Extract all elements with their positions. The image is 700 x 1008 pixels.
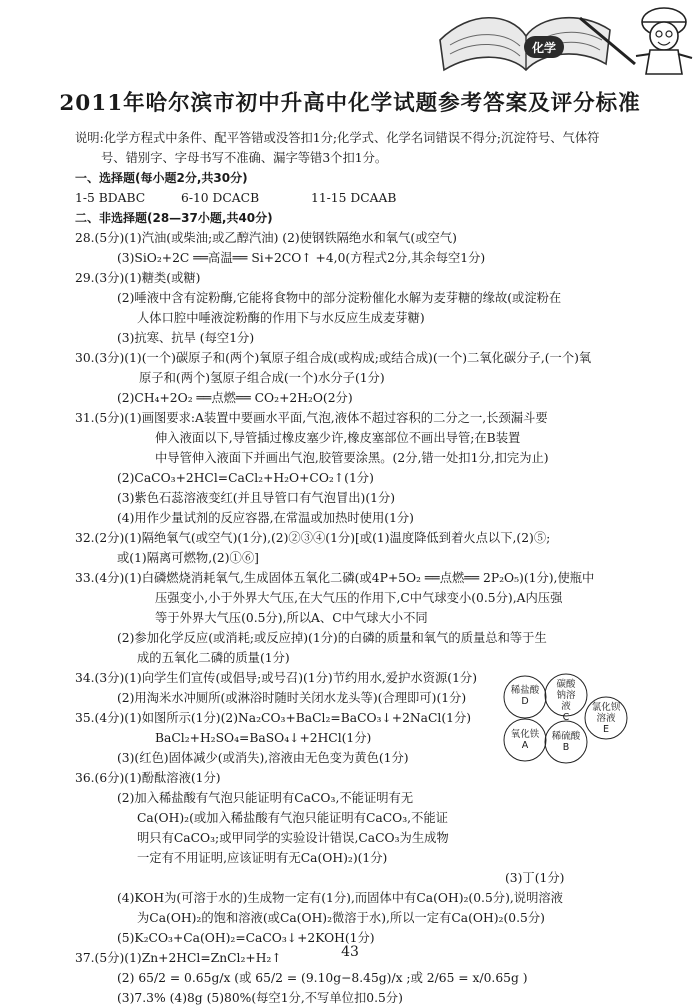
answer-line: (2) 65/2 = 0.65g/x (或 65/2 = (9.10g−8.45g)/x ;或 2/65 = x/0.65g ) [117, 971, 528, 985]
answer-line: 成的五氧化二磷的质量(1分) [137, 651, 290, 665]
header-decoration [430, 0, 700, 80]
answer-line: 原子和(两个)氢原子组合成(一个)水分子(1分) [139, 371, 385, 385]
answer-line: (2)用淘米水冲厕所(或淋浴时随时关闭水龙头等)(合理即可)(1分) [117, 691, 467, 705]
answer-line: Ca(OH)₂(或加入稀盐酸有气泡只能证明有CaCO₃,不能证 [137, 811, 448, 825]
answer-line: 伸入液面以下,导管插过橡皮塞少许,橡皮塞部位不画出导管;在B装置 [155, 431, 521, 445]
answer-line: (3)SiO₂+2C ══高温══ Si+2CO↑ +4,0(方程式2分,其余每空1分) [117, 251, 486, 265]
answer-line: 31.(5分)(1)画图要求:A装置中要画水平面,气泡,液体不超过容积的二分之一,长颈漏斗要 [75, 411, 548, 425]
answer-line: (2)唾液中含有淀粉酶,它能将食物中的部分淀粉催化水解为麦芽糖的缘故(或淀粉在 [117, 291, 562, 305]
answer-line: 中导管伸入液面下并画出气泡,胶管要涂黑。(2分,错一处扣1分,扣完为止) [155, 451, 549, 465]
answer-line: BaCl₂+H₂SO₄=BaSO₄↓+2HCl(1分) [155, 731, 372, 745]
answer-line: 36.(6分)(1)酚酞溶液(1分) [75, 771, 221, 785]
answer-line: 30.(3分)(1)(一个)碳原子和(两个)氧原子组合成(或构成;或结合成)(一个)二氧化碳分子,(一个)氧 [75, 351, 592, 365]
diagram-label: 氧化铁 A [510, 729, 540, 751]
answer-line: (2)加入稀盐酸有气泡只能证明有CaCO₃,不能证明有无 [117, 791, 414, 805]
answer-line: 35.(4分)(1)如图所示(1分)(2)Na₂CO₃+BaCl₂=BaCO₃↓+2NaCl(1分) [75, 711, 472, 725]
answer-line: 或(1)隔离可燃物,(2)①⑥] [117, 551, 259, 565]
answer-line: (2)CaCO₃+2HCl=CaCl₂+H₂O+CO₂↑(1分) [117, 471, 374, 485]
answer-line: 等于外界大气压(0.5分),所以A、C中气球大小不同 [155, 611, 428, 625]
answer-line: 压强变小,小于外界大气压,在大气压的作用下,C中气球变小(0.5分),A内压强 [155, 591, 563, 605]
answer-line: (5)K₂CO₃+Ca(OH)₂=CaCO₃↓+2KOH(1分) [117, 931, 375, 945]
diagram-label: 稀硫酸 B [551, 731, 581, 753]
answer-line: (3)紫色石蕊溶液变红(并且导管口有气泡冒出)(1分) [117, 491, 396, 505]
answer-line: (3)抗寒、抗旱 (每空1分) [117, 331, 255, 345]
mcq-answer-group: 1-5 BDABC [75, 191, 146, 205]
subject-badge: 化学 [524, 36, 564, 58]
answer-line: 37.(5分)(1)Zn+2HCl=ZnCl₂+H₂↑ [75, 951, 282, 965]
answer-line: 33.(4分)(1)白磷燃烧消耗氧气,生成固体五氧化二磷(或4P+5O₂ ══点燃══ 2P₂O₅)(1分),使瓶中 [75, 571, 595, 585]
answer-line: (3)丁(1分) [505, 871, 565, 885]
page-number: 43 [341, 944, 359, 960]
answer-line: (2)CH₄+2O₂ ══点燃══ CO₂+2H₂O(2分) [117, 391, 353, 405]
answer-content [75, 128, 641, 1008]
section-heading: 二、非选择题(28—37小题,共40分) [75, 211, 273, 225]
diagram-label: 稀盐酸 D [510, 685, 540, 707]
mcq-answer-group: 11-15 DCAAB [311, 191, 397, 205]
answer-line: (2)参加化学反应(或消耗;或反应掉)(1分)的白磷的质量和氧气的质量总和等于生 [117, 631, 547, 645]
answer-line: 人体口腔中唾液淀粉酶的作用下与水反应生成麦芽糖) [137, 311, 425, 325]
answer-line: (4)用作少量试剂的反应容器,在常温或加热时使用(1分) [117, 511, 414, 525]
mcq-answers [75, 188, 641, 208]
answer-line: (3)(红色)固体减少(或消失),溶液由无色变为黄色(1分) [117, 751, 409, 765]
cartoon-student-icon [628, 0, 698, 78]
instructions-line: 说明:化学方程式中条件、配平答错或没答扣1分;化学式、化学名词错误不得分;沉淀符号、气体符 [75, 131, 600, 145]
page-title: 2011年哈尔滨市初中升高中化学试题参考答案及评分标准 [59, 91, 641, 116]
instructions-line: 号、错别字、字母书写不准确、漏字等错3个扣1分。 [101, 151, 388, 165]
answer-line: 29.(3分)(1)糖类(或糖) [75, 271, 201, 285]
diagram-label: 碳酸钠溶液 C [556, 679, 576, 723]
answer-line: 为Ca(OH)₂的饱和溶液(或Ca(OH)₂微溶于水),所以一定有Ca(OH)₂(0.5分) [137, 911, 545, 925]
answer-line: (3)7.3% (4)8g (5)80%(每空1分,不写单位扣0.5分) [117, 991, 403, 1005]
answer-line: 28.(5分)(1)汽油(或柴油;或乙醇汽油) (2)使钢铁隔绝水和氧气(或空气) [75, 231, 457, 245]
section-heading: 一、选择题(每小题2分,共30分) [75, 171, 248, 185]
answer-line: (4)KOH为(可溶于水的)生成物一定有(1分),而固体中有Ca(OH)₂(0.5分),说明溶液 [117, 891, 563, 905]
answer-line: 34.(3分)(1)向学生们宣传(或倡导;或号召)(1分)节约用水,爱护水资源(1分) [75, 671, 478, 685]
reaction-circle-diagram [500, 670, 630, 768]
mcq-answer-group: 6-10 DCACB [181, 191, 260, 205]
answer-line: 一定有不用证明,应该证明有无Ca(OH)₂)(1分) [137, 851, 388, 865]
diagram-label: 氯化钡溶液 E [591, 702, 621, 735]
answer-line: 明只有CaCO₃;或甲同学的实验设计错误,CaCO₃为生成物 [137, 831, 449, 845]
answer-line: 32.(2分)(1)隔绝氧气(或空气)(1分),(2)②③④(1分)[或(1)温度降低到着火点以下,(2)⑤; [75, 531, 551, 545]
